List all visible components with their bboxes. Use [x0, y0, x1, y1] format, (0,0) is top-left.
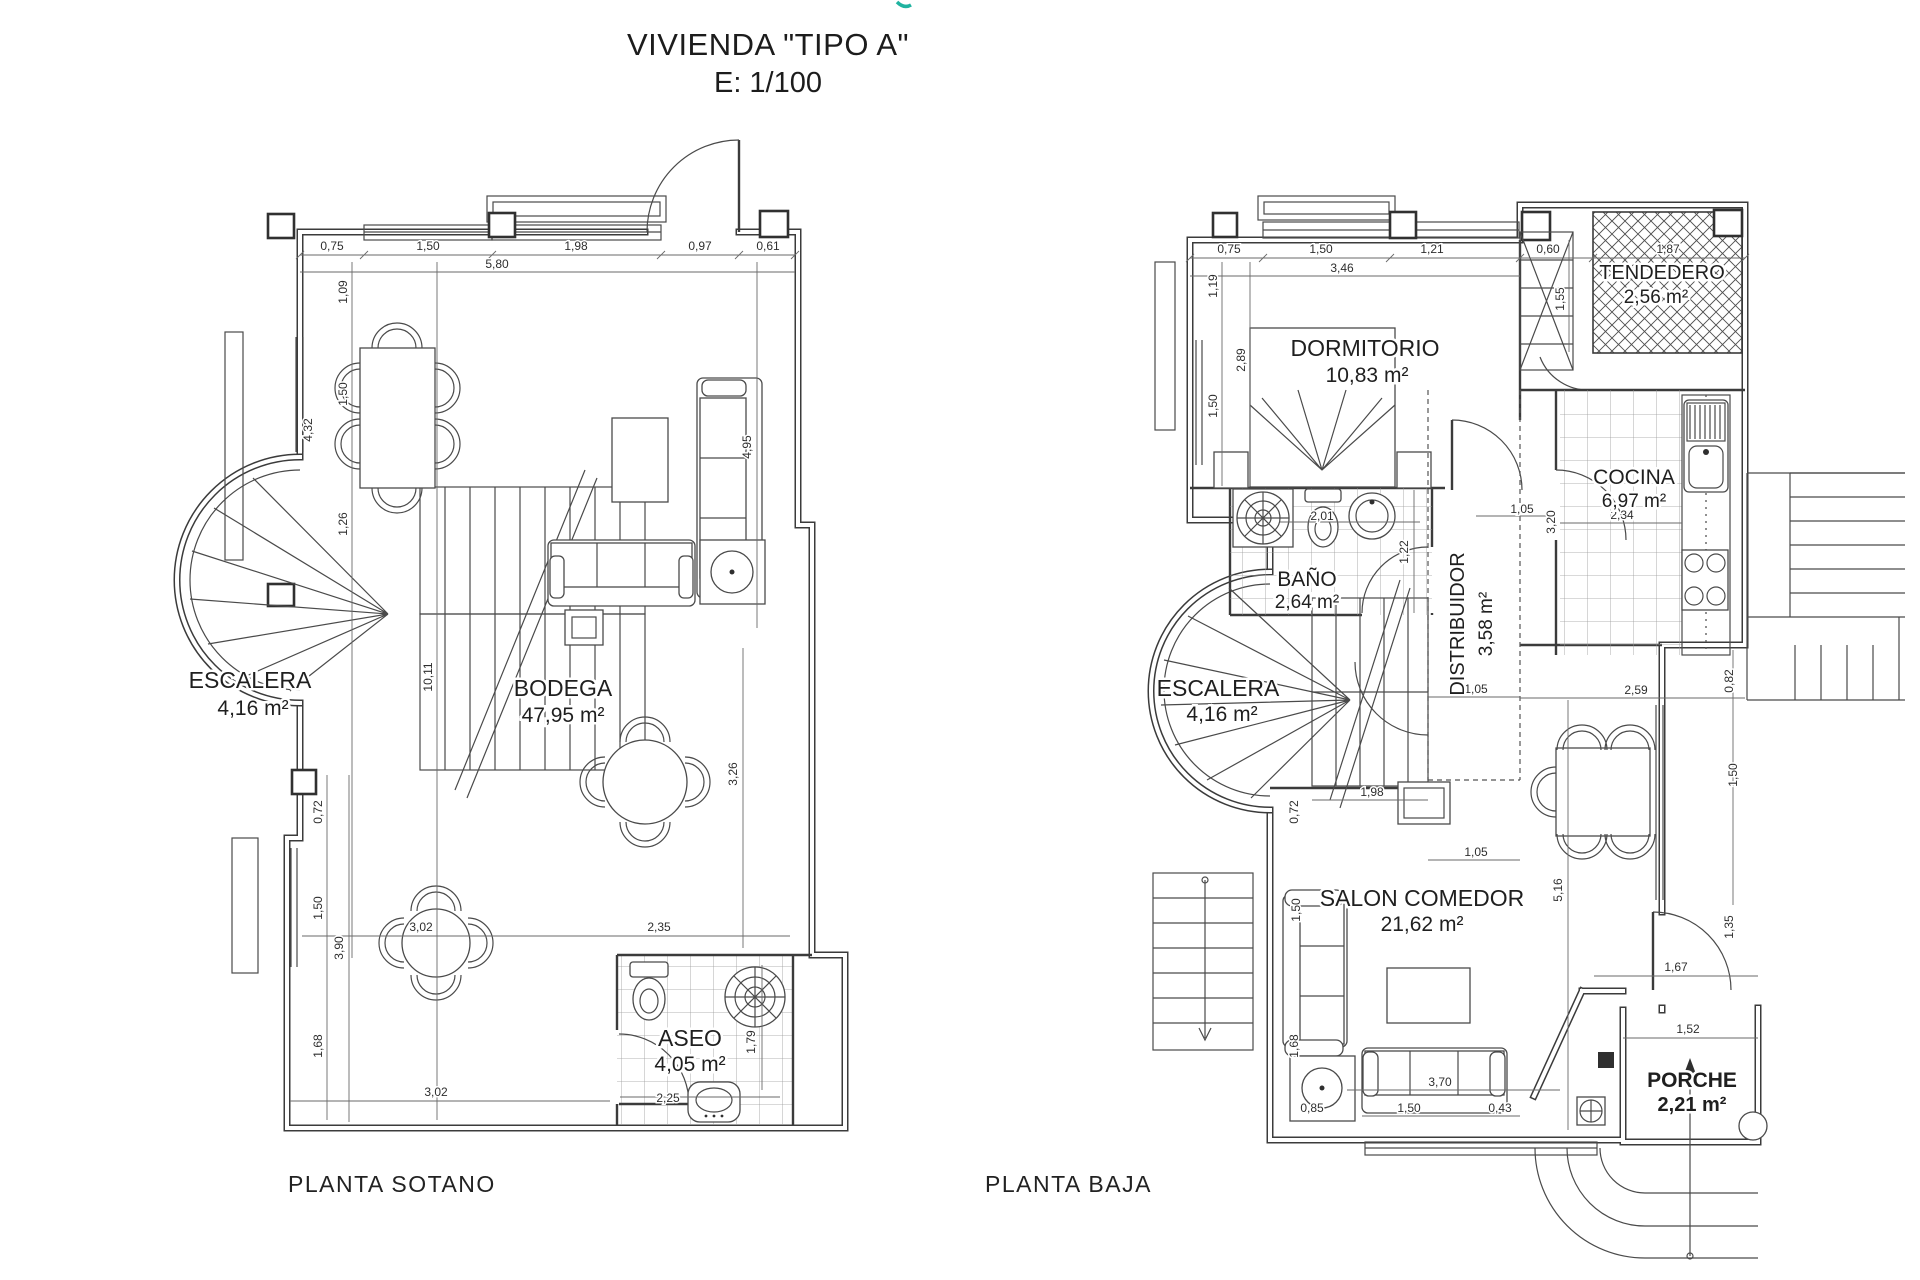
shower-icon	[725, 967, 785, 1027]
dim-label: 1,50	[1397, 1101, 1421, 1115]
side-table	[565, 610, 603, 645]
pillar	[268, 584, 294, 606]
plan-baja	[985, 196, 1905, 1259]
dim-label: 3,20	[1544, 510, 1558, 534]
console-table	[1398, 782, 1450, 824]
room-area-dormitorio: 10,83 m²	[1325, 364, 1409, 387]
dim-label: 2,35	[647, 920, 671, 934]
dining-table	[335, 323, 460, 513]
room-area-tendedero: 2,56 m²	[1623, 287, 1689, 308]
room-area-bano: 2,64 m²	[1274, 592, 1340, 613]
dim-label: 10,11	[421, 662, 435, 692]
dim-label: 2,34	[1610, 508, 1634, 522]
corner-table	[700, 540, 765, 604]
column	[1739, 1112, 1767, 1140]
dim-label: 3,26	[726, 762, 740, 786]
room-area-aseo: 4,05 m²	[654, 1053, 726, 1076]
dim-label: 3,02	[409, 920, 433, 934]
utility-shaft	[1577, 1097, 1605, 1125]
room-area-escalera: 4,16 m²	[217, 697, 289, 720]
nightstand	[1397, 452, 1431, 488]
plan-title-sotano: PLANTA SOTANO	[288, 1171, 496, 1197]
dim-label: 1,50	[311, 896, 325, 920]
pillar	[760, 211, 788, 237]
plan-sotano	[177, 140, 845, 1197]
room-area-salon: 21,62 m²	[1380, 913, 1464, 936]
distribuidor-boundary	[1428, 390, 1520, 780]
dim-label: 2,59	[1624, 683, 1648, 697]
diagonal-wall	[1534, 991, 1623, 1096]
dim-label: 0,72	[311, 800, 325, 824]
dim-label: 2,01	[1310, 509, 1334, 523]
dim-label: 1,68	[311, 1034, 325, 1058]
dim-label: 1,50	[416, 239, 440, 253]
dim-label: 1,19	[1206, 274, 1220, 298]
dim-label: 1,26	[336, 512, 350, 536]
pillar	[1714, 210, 1742, 236]
round-table	[379, 886, 493, 1000]
room-label-salon: SALON COMEDOR	[1319, 885, 1525, 911]
nightst	[1214, 452, 1248, 488]
dim-label: 4,95	[740, 435, 754, 459]
plan-title-baja: PLANTA BAJA	[985, 1171, 1152, 1197]
sofa	[548, 540, 695, 606]
dim-label: 1,50	[1726, 763, 1740, 787]
dim-label: 3,90	[332, 936, 346, 960]
pillar	[1390, 212, 1416, 238]
dim-label: 0,82	[1722, 669, 1736, 693]
window-bay	[1155, 262, 1175, 430]
window-bay	[225, 332, 243, 560]
dim-label: 1,79	[744, 1030, 758, 1054]
dim-label: 1,55	[1553, 287, 1567, 311]
dim-label: 2,25	[656, 1091, 680, 1105]
pillar	[489, 213, 515, 237]
dim-label: 1,50	[1289, 898, 1303, 922]
dim-label: 1,22	[1397, 540, 1411, 564]
room-area-distribuidor: 3,58 m²	[1476, 591, 1497, 657]
dim-label: 0,72	[1287, 800, 1301, 824]
room-label-dormitorio: DORMITORIO	[1290, 335, 1440, 361]
dim-label: 3,70	[1428, 1075, 1452, 1089]
coffee-table	[1387, 968, 1470, 1023]
dim-label: 1,87	[1656, 242, 1680, 256]
door-swing	[1452, 420, 1522, 490]
pillar	[268, 214, 294, 238]
dim-label: 1,09	[336, 280, 350, 304]
dim-label: 1,67	[1664, 960, 1688, 974]
dim-label: 1,50	[1206, 394, 1220, 418]
dim-label: 0,75	[1217, 242, 1241, 256]
dim-label: 1,05	[1464, 845, 1488, 859]
dim-label: 1,05	[1464, 682, 1488, 696]
dim-label: 1,68	[1287, 1034, 1301, 1058]
dim-label: 1,50	[1309, 242, 1333, 256]
dim-label: 1,21	[1420, 242, 1444, 256]
dim-label: 1,98	[1360, 785, 1384, 799]
pillar	[1213, 213, 1237, 237]
room-label-cocina: COCINA	[1593, 466, 1675, 489]
dim-label: 0,97	[688, 239, 712, 253]
door-swing	[647, 140, 739, 232]
door-swing	[1653, 912, 1731, 990]
dim-label: 1,50	[336, 382, 350, 406]
dim-label: 0,43	[1488, 1101, 1512, 1115]
artifact-mark	[897, 2, 911, 6]
window-sill	[1258, 196, 1395, 220]
room-area-porche: 2,21 m²	[1657, 1094, 1727, 1116]
dim-label: 1,05	[1510, 502, 1534, 516]
room-label-tendedero: TENDEDERO	[1599, 262, 1725, 284]
room-label-bano: BAÑO	[1277, 568, 1337, 591]
room-area-cocina: 6,97 m²	[1601, 491, 1667, 512]
dim-label: 3,46	[1330, 261, 1354, 275]
room-label-porche: PORCHE	[1647, 1069, 1737, 1092]
window-bay	[232, 838, 258, 973]
dim-label: 1,52	[1676, 1022, 1700, 1036]
exterior-stair	[1747, 473, 1905, 700]
toilet-icon	[630, 962, 668, 1020]
pillar	[1598, 1052, 1614, 1068]
drawing-scale: E: 1/100	[713, 66, 823, 99]
shower-icon	[1233, 489, 1293, 547]
dim-label: 4,32	[301, 418, 315, 442]
dim-label: 1,98	[564, 239, 588, 253]
room-area-escalera: 4,16 m²	[1186, 703, 1258, 726]
dim-label: 0,85	[1300, 1101, 1324, 1115]
pillar	[292, 770, 316, 794]
door-swing	[1540, 357, 1592, 390]
dim-label: 5,80	[485, 257, 509, 271]
room-area-bodega: 47,95 m²	[521, 704, 605, 727]
exterior-stair	[1153, 873, 1253, 1050]
room-label-escalera: ESCALERA	[188, 667, 312, 693]
dim-label: 5,16	[1551, 878, 1565, 902]
dim-label: 3,02	[424, 1085, 448, 1099]
room-cocina	[1556, 390, 1730, 655]
room-label-escalera: ESCALERA	[1156, 675, 1280, 701]
dining-table	[1531, 725, 1655, 859]
kitchen-sink-icon	[1684, 400, 1728, 492]
dim-label: 0,61	[756, 239, 780, 253]
room-label-distribuidor: DISTRIBUIDOR	[1447, 552, 1469, 696]
dim-label: 0,60	[1536, 242, 1560, 256]
drawing-title: VIVIENDA "TIPO A"	[626, 27, 910, 62]
room-label-aseo: ASEO	[658, 1025, 722, 1051]
tv-cabinet	[612, 418, 668, 502]
hob-icon	[1682, 550, 1728, 610]
pillar	[1522, 212, 1550, 240]
dim-label: 0,75	[320, 239, 344, 253]
dim-label: 1,35	[1722, 915, 1736, 939]
room-label-bodega: BODEGA	[513, 675, 613, 701]
dim-label: 2,89	[1234, 348, 1248, 372]
washbasin-icon	[1349, 493, 1395, 539]
washbasin-icon	[688, 1082, 740, 1122]
